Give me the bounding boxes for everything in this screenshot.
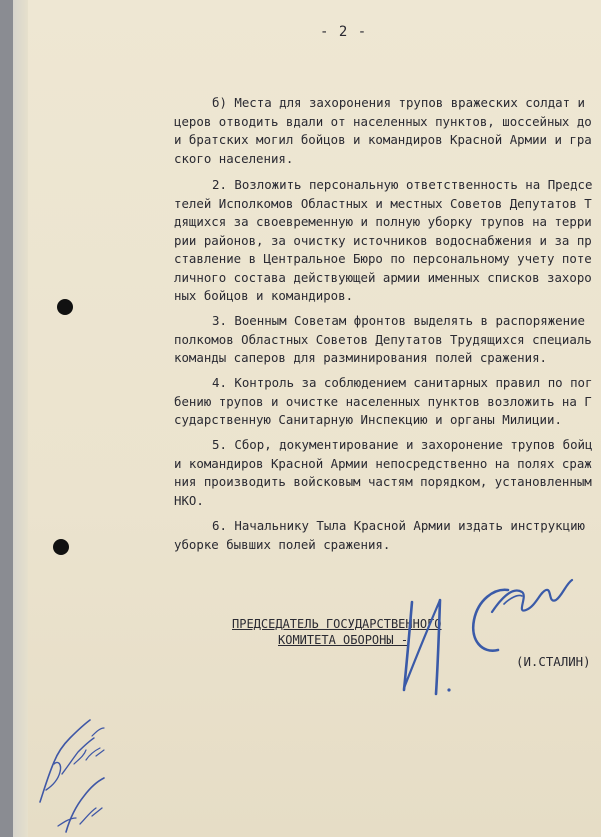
text-line: НКО.	[174, 492, 204, 508]
text-line: полкомов Областных Советов Депутатов Трудящихся специаль	[174, 331, 592, 347]
text-line: 2. Возложить персональную ответственность на Предсе	[212, 177, 593, 192]
text-line: ского населения.	[174, 150, 294, 166]
text-line: рии районов, за очистку источников водоснабжения и за пр	[174, 232, 592, 248]
text-line: 4. Контроль за соблюдением санитарных правил по пог	[212, 375, 593, 390]
text-line: телей Исполкомов Областных и местных Советов Депутатов Т	[174, 195, 592, 211]
handwritten-signature	[404, 580, 572, 694]
page-number: - 2 -	[320, 24, 368, 40]
text-line: б) Места для захоронения трупов вражеских солдат и	[212, 95, 585, 110]
text-line: дящихся за своевременную и полную уборку трупов на терри	[174, 214, 592, 229]
text-line: уборке бывших полей сражения.	[174, 536, 391, 552]
text-line: 5. Сбор, документирование и захоронение трупов бойц	[212, 437, 593, 452]
text-line: и братских могил бойцов и командиров Красной Армии и гра	[174, 132, 592, 147]
text-line: ставление в Центральное Бюро по персональному учету поте	[174, 251, 592, 266]
text-line: команды саперов для разминирования полей сражения.	[174, 350, 547, 365]
text-line: ных бойцов и командиров.	[174, 288, 354, 303]
text-line: и командиров Красной Армии непосредственно на полях сраж	[174, 455, 592, 471]
text-line: ния производить войсковым частям порядком, установленным	[174, 474, 592, 489]
signatory-name: (И.СТАЛИН)	[516, 654, 591, 669]
text-line: личного состава действующей армии именных списков захоро	[174, 269, 592, 285]
text-line: 3. Военным Советам фронтов выделять в распоряжение	[212, 313, 585, 328]
text-line: церов отводить вдали от населенных пунктов, шоссейных до	[174, 113, 592, 129]
text-line: сударственную Санитарную Инспекцию и органы Милиции.	[174, 412, 562, 427]
text-line: 6. Начальнику Тыла Красной Армии издать инструкцию	[212, 518, 585, 533]
signature-title-line: ПРЕДСЕДАТЕЛЬ ГОСУДАРСТВЕННОГО	[232, 617, 442, 631]
text-line: бению трупов и очистке населенных пунктов возложить на Г	[174, 393, 592, 409]
signature-title-line: КОМИТЕТА ОБОРОНЫ -	[278, 633, 409, 647]
margin-note-handwriting	[40, 720, 104, 832]
